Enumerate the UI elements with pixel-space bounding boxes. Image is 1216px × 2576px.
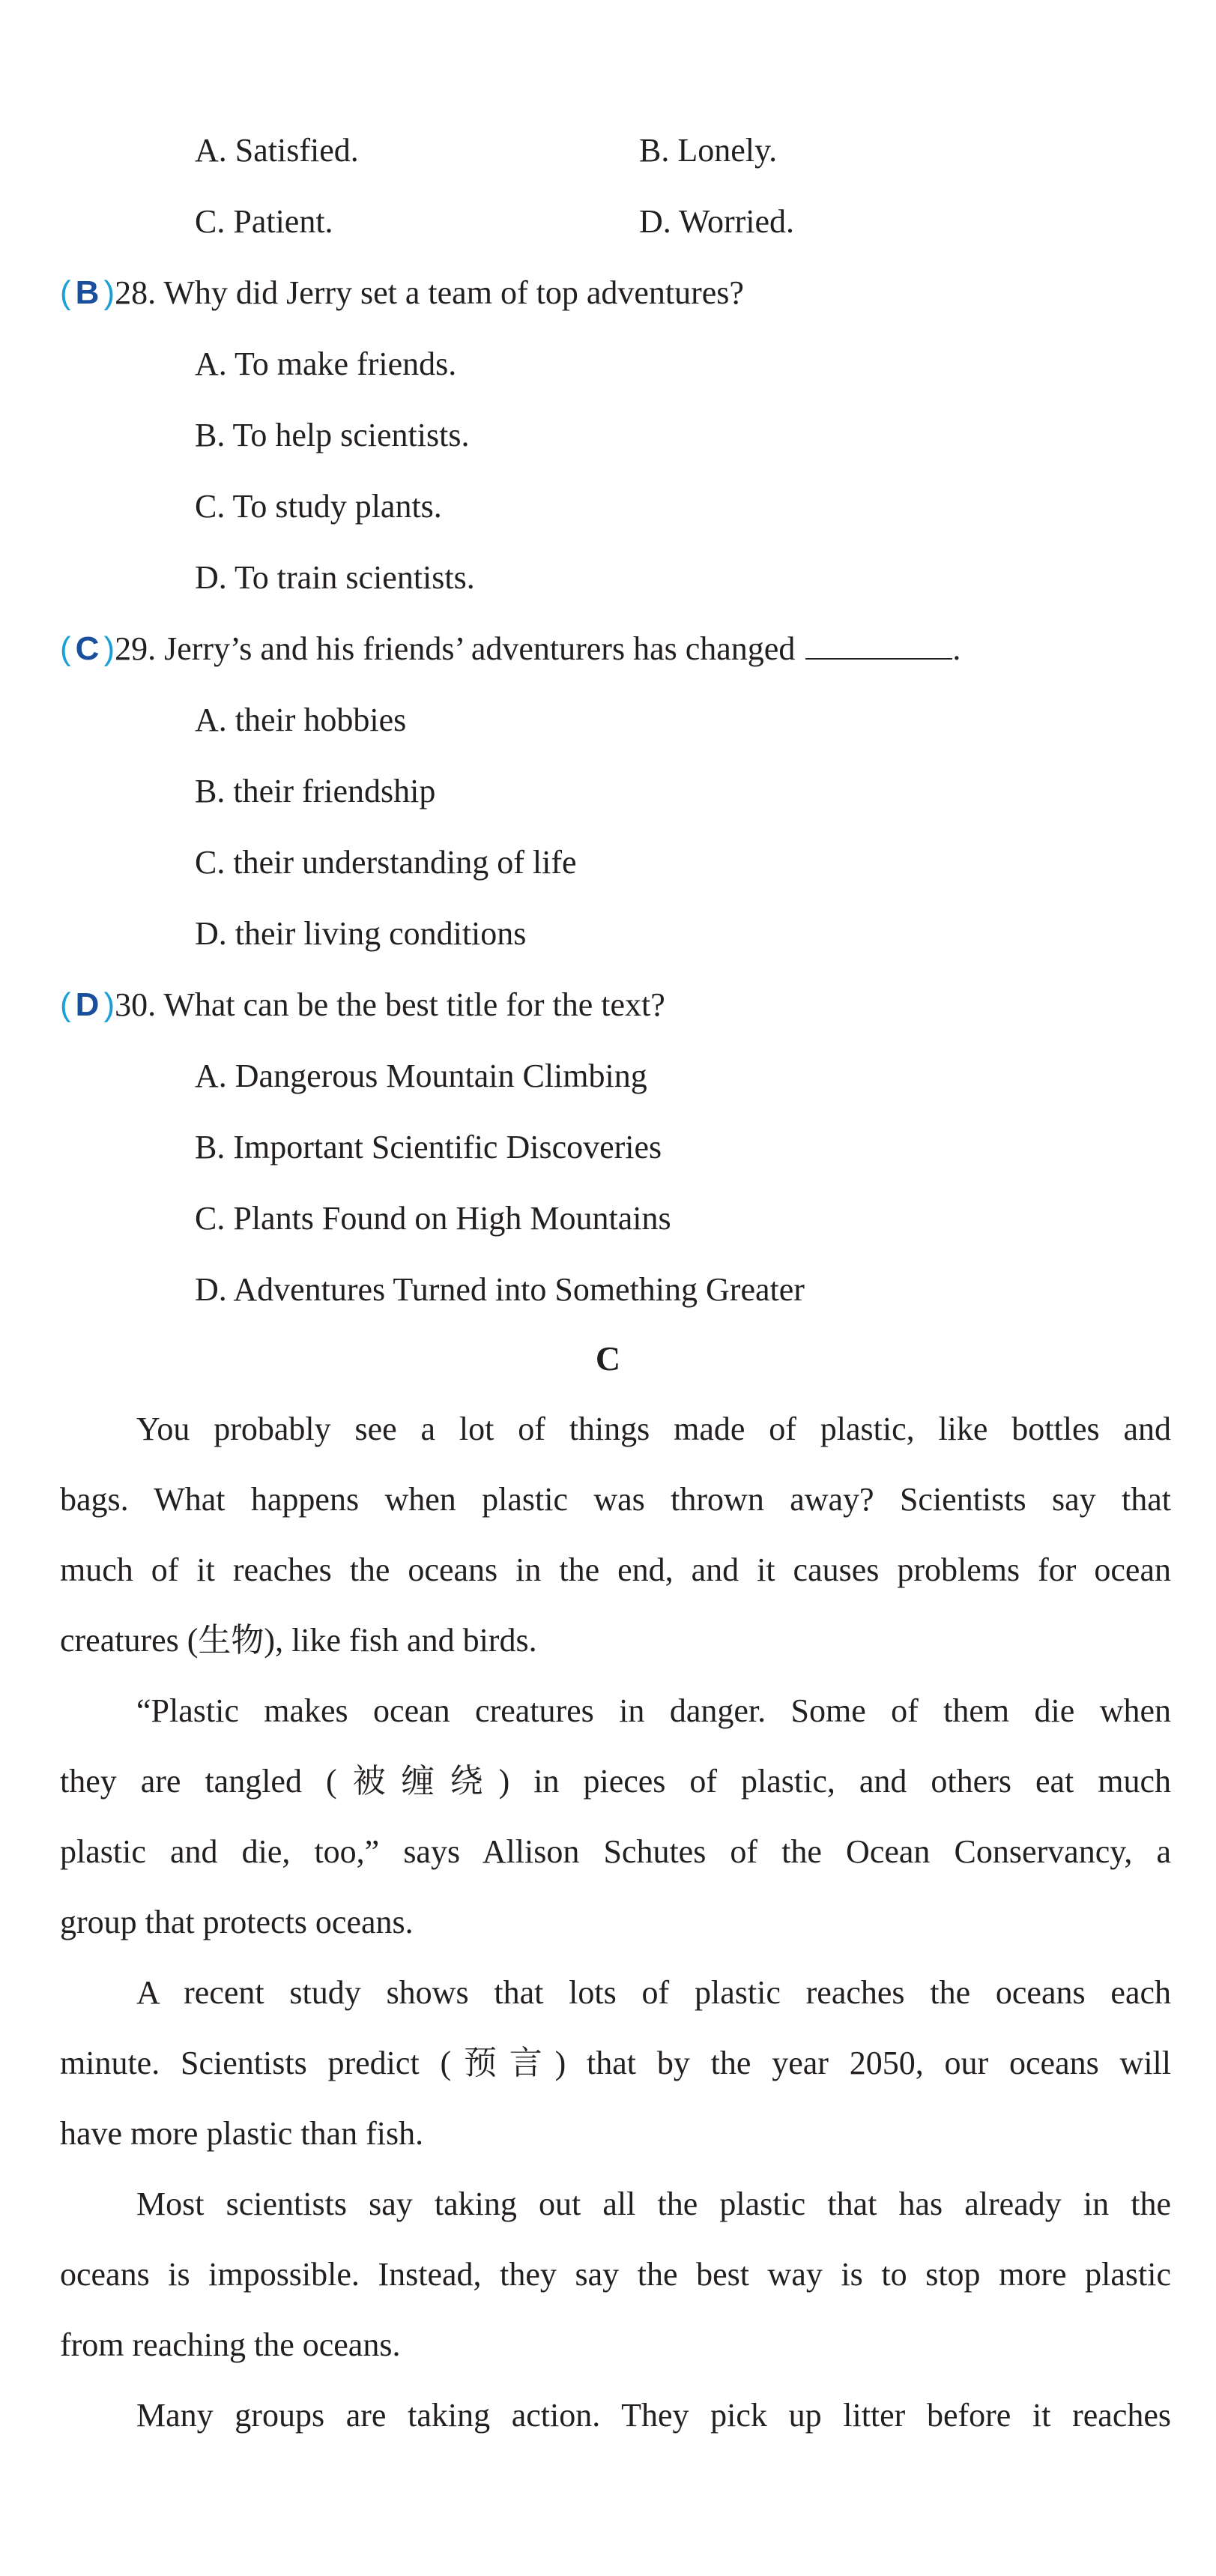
passage-paragraph-2 (60, 1676, 1171, 1958)
passage-line: much of it reaches the oceans in the end, and it causes problems for ocean (60, 1551, 1171, 1588)
passage-paragraph-5 (60, 2380, 1171, 2451)
question-text: Jerry’s and his friends’ adventurers has changed (164, 630, 796, 667)
passage-line: plastic and die, too,” says Allison Schutes of the Ocean Conservancy, a (60, 1833, 1171, 1870)
passage-paragraph-1 (60, 1394, 1171, 1676)
passage-line: they are tangled (被缠绕) in pieces of plastic, and others eat much (60, 1763, 1171, 1800)
option-b: B. their friendship (195, 773, 436, 809)
option-b: B. Important Scientific Discoveries (195, 1129, 662, 1165)
option-a-prev: A. Satisfied. (195, 132, 359, 169)
option-c-prev: C. Patient. (195, 203, 333, 240)
answer-letter: D (75, 986, 100, 1023)
answer-marker: ( D ) (60, 986, 115, 1023)
answer-letter: C (75, 630, 100, 667)
question-text: What can be the best title for the text? (163, 986, 665, 1023)
question-29 (60, 628, 961, 670)
option-c: C. Plants Found on High Mountains (195, 1200, 671, 1237)
answer-marker: ( B ) (60, 274, 115, 311)
option-a: A. To make friends. (195, 346, 457, 382)
passage-line: Most scientists say taking out all the plastic that has already in the (136, 2186, 1171, 2222)
passage-line: creatures (生物), like fish and birds. (60, 1622, 537, 1659)
passage-line: bags. What happens when plastic was thrown away? Scientists say that (60, 1481, 1171, 1518)
passage-line: Many groups are taking action. They pick up litter before it reaches (136, 2397, 1171, 2434)
passage-paragraph-3 (60, 1958, 1171, 2169)
answer-letter: B (75, 274, 100, 311)
option-b: B. To help scientists. (195, 417, 470, 453)
question-number: 29. (115, 630, 157, 667)
option-d: D. Adventures Turned into Something Greater (195, 1271, 805, 1308)
answer-marker: ( C ) (60, 630, 115, 667)
passage-line: group that protects oceans. (60, 1904, 414, 1940)
option-b-prev: B. Lonely. (639, 132, 778, 169)
answer-blank (805, 628, 952, 660)
passage-line: oceans is impossible. Instead, they say the best way is to stop more plastic (60, 2256, 1171, 2293)
question-28 (60, 272, 744, 314)
question-number: 28. (115, 274, 157, 311)
passage-paragraph-4 (60, 2169, 1171, 2380)
option-a: A. Dangerous Mountain Climbing (195, 1058, 647, 1094)
option-d: D. To train scientists. (195, 559, 475, 596)
passage-line: “Plastic makes ocean creatures in danger. Some of them die when (136, 1692, 1171, 1729)
section-title: C (595, 1339, 621, 1378)
question-number: 30. (115, 986, 157, 1023)
question-text: Why did Jerry set a team of top adventures? (163, 274, 744, 311)
passage-line: minute. Scientists predict (预言) that by the year 2050, our oceans will (60, 2045, 1171, 2081)
question-trailing: . (952, 630, 961, 667)
passage-line: from reaching the oceans. (60, 2326, 401, 2363)
passage-line: have more plastic than fish. (60, 2115, 424, 2152)
passage-line: You probably see a lot of things made of plastic, like bottles and (136, 1411, 1171, 1447)
option-a: A. their hobbies (195, 702, 407, 738)
option-c: C. To study plants. (195, 488, 442, 525)
option-c: C. their understanding of life (195, 844, 577, 881)
option-d: D. their living conditions (195, 915, 527, 952)
option-d-prev: D. Worried. (639, 203, 795, 240)
passage-line: A recent study shows that lots of plastic reaches the oceans each (136, 1974, 1171, 2011)
question-30 (60, 984, 665, 1026)
